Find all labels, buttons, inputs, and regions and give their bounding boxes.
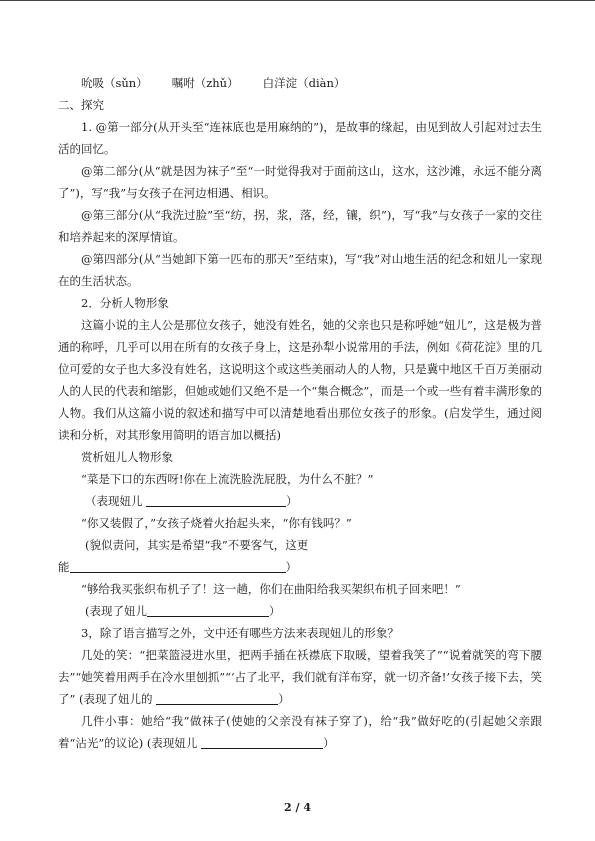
vocab-item: 白洋淀（diàn） xyxy=(262,76,346,90)
part-four-paragraph: @第四部分(从“当她卸下第一匹布的那天”至结束)，写“我”对山地生活的纪念和妞儿一家现在的生活状态。 xyxy=(58,252,542,288)
hint-close: ） xyxy=(323,736,335,750)
vocab-line xyxy=(58,72,542,94)
section-title: 二、探究 xyxy=(58,98,104,112)
page-number: 2 / 4 xyxy=(284,801,311,814)
hint-close: ） xyxy=(278,692,290,706)
question-three-heading: 3，除了语言描写之外，文中还有哪些方法来表现妞儿的形象？ xyxy=(81,626,399,640)
part-two-paragraph: @第二部分(从“就是因为袜子”至“一时觉得我对于面前这山，这水，这沙滩，永远不能分离了”)，写“我”与女孩子在河边相遇、相识。 xyxy=(58,164,542,200)
quote-three: “够给我买张织布机子了！这一趟，你们在曲阳给我买架织布机子回来吧！” xyxy=(81,582,461,596)
hint-three-label: (表现了妞儿 xyxy=(85,604,147,618)
events-hint-label: (表现妞儿 xyxy=(146,736,198,750)
analysis-paragraph: 这篇小说的主人公是那位女孩子，她没有姓名，她的父亲也只是称呼她“妞儿”，这是极为普通的称呼，几乎可以用在所有的女孩子身上，这是孙犁小说常用的手法，例如《荷花淀》里的几位可爱的女子也大多没有姓名，这说明这个或这些美丽动人的人物，只是冀中地区千百万美丽动人的人民的代表和缩影，但她或她们又绝不是一个“集合概念”，而是一个或一些有着丰满形象的人物。我们从这篇小说的叙述和描写中可以清楚地看出那位女孩子的形象。(启发学生，通过阅读和分析，对其形象用简明的语言加以概括) xyxy=(58,318,542,442)
answer-blank[interactable] xyxy=(147,602,269,617)
hint-close: ） xyxy=(285,560,297,574)
laugh-paragraph xyxy=(58,644,542,710)
part-three-paragraph: @第三部分(从“我洗过脸”至“纺，拐，浆，落，经，镶，织”)，写“我”与女孩子一家的交往和培养起来的深厚情谊。 xyxy=(58,208,542,244)
header-rule xyxy=(0,0,595,1)
document-body xyxy=(58,72,542,754)
hint-one xyxy=(58,490,542,512)
hint-one-label: （表现妞儿 xyxy=(85,494,143,508)
vocab-item: 吮吸（sǔn） xyxy=(81,76,148,90)
laugh-text: 几处的笑：“把菜篮浸进水里，把两手插在袄襟底下取暖，望着我笑了”“说着就笑的弯下腰去”“她笑着用两手在冷水里刨抓”“‘占了北平，我们就有洋布穿，就一切齐备!’女孩子接下去，笑了” xyxy=(58,648,542,706)
events-paragraph xyxy=(58,710,542,754)
vocab-item: 嘱咐（zhǔ） xyxy=(171,76,239,90)
answer-blank[interactable] xyxy=(156,690,278,705)
appreciate-heading: 赏析妞儿人物形象 xyxy=(81,450,173,464)
hint-two-b xyxy=(58,556,542,578)
laugh-hint-label: (表现了妞儿的 xyxy=(79,692,153,706)
events-text: 几件小事：她给“我”做袜子(使她的父亲没有袜子穿了)，给“我”做好吃的(引起她父亲跟着“沾光”的议论) xyxy=(58,714,542,750)
hint-two-a: (貌似责问，其实是希望“我”不要客气，这更 xyxy=(85,538,309,552)
analysis-heading: 2．分析人物形象 xyxy=(81,296,169,310)
hint-two-b-label: 能 xyxy=(58,560,70,574)
hint-close: ） xyxy=(269,604,281,618)
answer-blank[interactable] xyxy=(146,492,286,507)
quote-two: “你又装假了，”女孩子烧着火抬起头来，“你有钱吗？” xyxy=(81,516,352,530)
hint-three xyxy=(58,600,542,622)
part-one-paragraph: 1. @第一部分(从开头至“连袜底也是用麻纳的”)，是故事的缘起，由见到故人引起对过去生活的回忆。 xyxy=(58,120,542,156)
quote-one: “菜是下口的东西呀!你在上流洗脸洗屁股，为什么不脏？” xyxy=(81,472,374,486)
answer-blank[interactable] xyxy=(70,558,286,573)
hint-close: ） xyxy=(286,494,298,508)
answer-blank[interactable] xyxy=(201,734,323,749)
